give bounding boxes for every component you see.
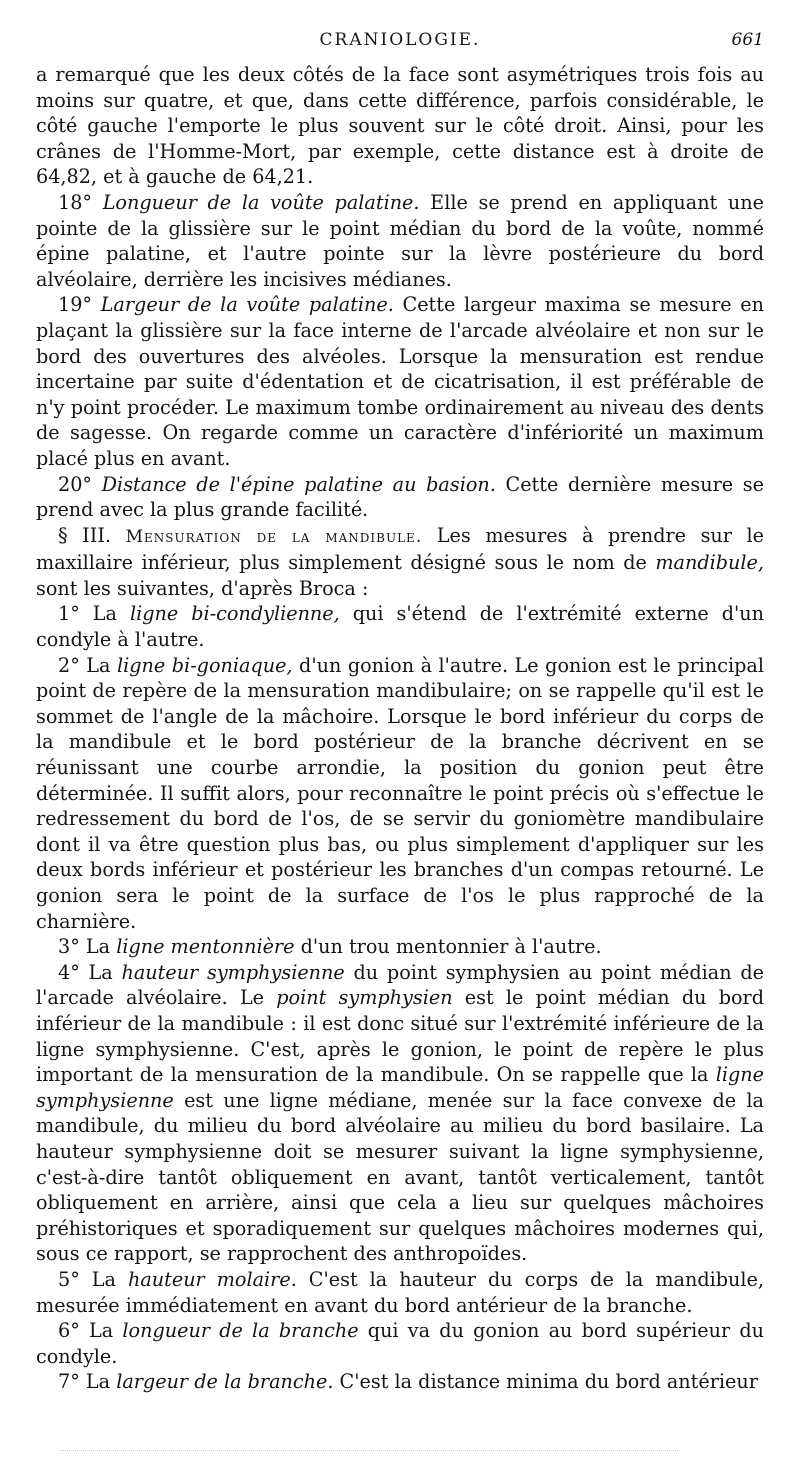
item-title: Largeur de la voûte palatine. [100, 293, 394, 317]
item-term: ligne symphysienne [36, 1063, 764, 1112]
paragraph-continuation: a remarqué que les deux côtés de la face sont asymétriques trois fois au moins sur quatre, et que, dans cette différence, parfois considérable, le côté gauche l'emporte le plus souvent sur le côté droit. Ainsi, pour les crânes de l'Homme-Mort, par exemple, cette distance est à droite de 64,82, et à gauche de 64,21. [36, 63, 764, 189]
item-number: 7° La [58, 1370, 117, 1394]
section-title: Mensuration de la mandibule. [125, 526, 423, 547]
measure-1 [36, 601, 764, 652]
item-term: point symphysien [276, 986, 453, 1010]
item-number: 2° La [58, 653, 117, 677]
item-term: hauteur symphysienne [121, 960, 345, 984]
item-term: longueur de la branche [122, 1319, 359, 1343]
item-text: du point symphysien au point médian de l'arcade alvéolaire. Le [36, 960, 764, 1010]
item-term: ligne bi-condylienne, [130, 602, 340, 626]
measure-4 [36, 960, 764, 1267]
paragraph-18 [36, 190, 764, 292]
item-term: hauteur molaire. [127, 1267, 297, 1291]
measure-6 [36, 1318, 764, 1369]
item-number: 4° La [58, 960, 122, 984]
section-number: § III. [58, 523, 126, 547]
item-title: Longueur de la voûte palatine. [102, 190, 420, 214]
section-term: mandibule, [655, 551, 764, 575]
item-text: Cette largeur maxima se mesure en plaçant la glissière sur la face interne de l'arcade alvéolaire et non sur le bord des ouvertures des alvéoles. Lorsque la mensuration est rendue incertaine par suite d'édentation et de cicatrisation, il est préférable de n'y point procéder. Le maximum tombe ordinairement au niveau des dents de sagesse. On regarde comme un caractère d'infériorité un maximum placé plus en avant. [36, 293, 765, 470]
paragraph-20 [36, 472, 764, 523]
item-number: 20° [58, 472, 102, 496]
measure-7 [36, 1369, 764, 1395]
bleed-through-trace [60, 1450, 680, 1454]
item-text: d'un trou mentonnier à l'autre. [294, 935, 602, 959]
item-number: 18° [58, 190, 103, 214]
item-text: C'est la hauteur du corps de la mandibule, mesurée immédiatement en avant du bord antérieur de la branche. [36, 1267, 764, 1317]
running-head [36, 30, 764, 58]
item-number: 3° La [58, 935, 117, 959]
section-3 [36, 523, 764, 602]
measure-2 [36, 653, 764, 935]
item-text: est le point médian du bord inférieur de la mandibule : il est donc situé sur l'extrémité inférieure de la ligne symphysienne. C'est, après le gonion, le point de repère le plus important de la mensuration de la mandibule. On se rappelle que la [36, 986, 764, 1087]
item-title: Distance de l'épine palatine au basion. [101, 472, 496, 496]
item-text: Cette dernière mesure se prend avec la plus grande facilité. [36, 472, 764, 522]
item-text: d'un gonion à l'autre. Le gonion est le principal point de repère de la mensuration mandibulaire; on se rappelle qu'il est le sommet de l'angle de la mâchoire. Lorsque le bord inférieur du corps de la mandibule et le bord postérieur de la branche décrivent en se réunissant une courbe arrondie, la position du gonion peut être déterminée. Il suffit alors, pour reconnaître le point précis où s'effectue le redressement du bord de l'os, de se servir du goniomètre mandibulaire dont il va être question plus bas, ou plus simplement d'appliquer sur les deux bords inférieur et postérieur les branches d'un compas retourné. Le gonion sera le point de la surface de l'os le plus rapproché de la charnière. [36, 653, 764, 933]
item-text: est une ligne médiane, menée sur la face convexe de la mandibule, du milieu du bord alvéolaire au milieu du bord basilaire. La hauteur symphysienne doit se mesurer suivant la ligne symphysienne, c'est-à-dire tantôt obliquement en avant, tantôt verticalement, tantôt obliquement en arrière, ainsi que cela a lieu sur quelques mâchoires préhistoriques et sporadiquement sur quelques mâchoires modernes qui, sous ce rapport, se rapprochent des anthropoïdes. [36, 1088, 764, 1266]
item-number: 19° [58, 293, 101, 317]
item-text: Elle se prend en appliquant une pointe de la glissière sur le point médian du bord de la voûte, nommé épine palatine, et l'autre pointe sur la lèvre postérieure du bord alvéolaire, derrière les incisives médianes. [36, 190, 765, 291]
page-number: 661 [731, 30, 764, 50]
item-term: ligne bi-goniaque, [117, 653, 293, 677]
item-text: C'est la distance minima du bord antérieur [333, 1370, 758, 1394]
paragraph-19 [36, 292, 764, 471]
item-number: 1° La [58, 602, 130, 626]
body-text [36, 62, 764, 1395]
item-number: 5° La [58, 1267, 128, 1291]
running-title: CRANIOLOGIE. [319, 30, 481, 50]
section-text: sont les suivantes, d'après Broca : [36, 576, 369, 600]
item-term: largeur de la branche. [116, 1370, 334, 1394]
item-term: ligne mentonnière [116, 935, 295, 959]
item-text: qui s'étend de l'extrémité externe d'un condyle à l'autre. [36, 602, 764, 652]
item-number: 6° La [58, 1319, 123, 1343]
measure-5 [36, 1267, 764, 1318]
measure-3 [36, 934, 764, 960]
section-text: Les mesures à prendre sur le maxillaire inférieur, plus simplement désigné sous le nom de [36, 523, 765, 575]
item-text: qui va du gonion au bord supérieur du condyle. [36, 1319, 765, 1368]
